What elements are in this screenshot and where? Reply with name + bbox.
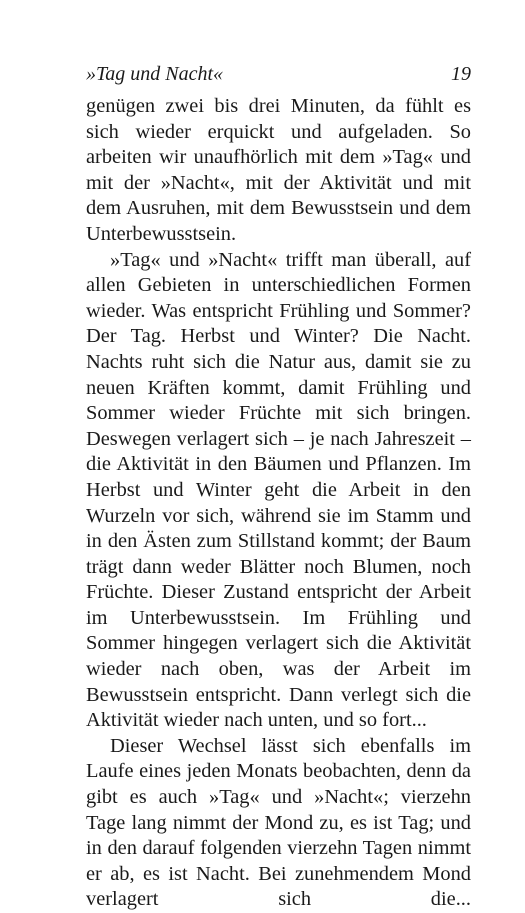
paragraph-2: »Tag« und »Nacht« trifft man überall, auf allen Gebieten in unterschiedlichen Formen wieder. Was entspricht Frühling und Sommer? Der Tag. Herbst und Winter? Die Nacht. Nachts ruht sich die Natur aus, damit sie zu neuen Kräften kommt, damit Frühling und Sommer wieder Früchte mit sich bringen. Deswegen verlagert sich – je nach Jahreszeit – die Aktivität in den Bäumen und Pflanzen. Im Herbst und Winter geht die Arbeit in den Wurzeln vor sich, während sie im Stamm und in den Ästen zum Stillstand kommt; der Baum trägt dann weder Blätter noch Blumen, noch Früchte. Dieser Zustand entspricht der Arbeit im Unterbewusstsein. Im Frühling und Sommer hingegen verlagert sich die Aktivität wieder nach oben, was der Arbeit im Bewusstsein entspricht. Dann verlegt sich die Aktivität wieder nach unten, und so fort... (86, 248, 471, 732)
running-head (86, 62, 471, 94)
paragraph-1: genügen zwei bis drei Minuten, da fühlt es sich wieder erquickt und aufgeladen. So arbeiten wir unaufhörlich mit dem »Tag« und mit der »Nacht«, mit der Aktivität und mit dem Ausruhen, mit dem Bewusstsein und dem Unterbewusstsein. (86, 95, 471, 245)
book-page (86, 62, 471, 913)
running-title: »Tag und Nacht« (86, 63, 224, 85)
body-text (86, 94, 471, 913)
paragraph-3: Dieser Wechsel lässt sich ebenfalls im Laufe eines jeden Monats beobachten, denn da gibt es auch »Tag« und »Nacht«; vierzehn Tage lang nimmt der Mond zu, es ist Tag; und in den darauf folgenden vierzehn Tagen nimmt er ab, es ist Nacht. Bei zunehmendem Mond verlagert sich die... (86, 734, 471, 911)
page-number: 19 (451, 63, 471, 85)
